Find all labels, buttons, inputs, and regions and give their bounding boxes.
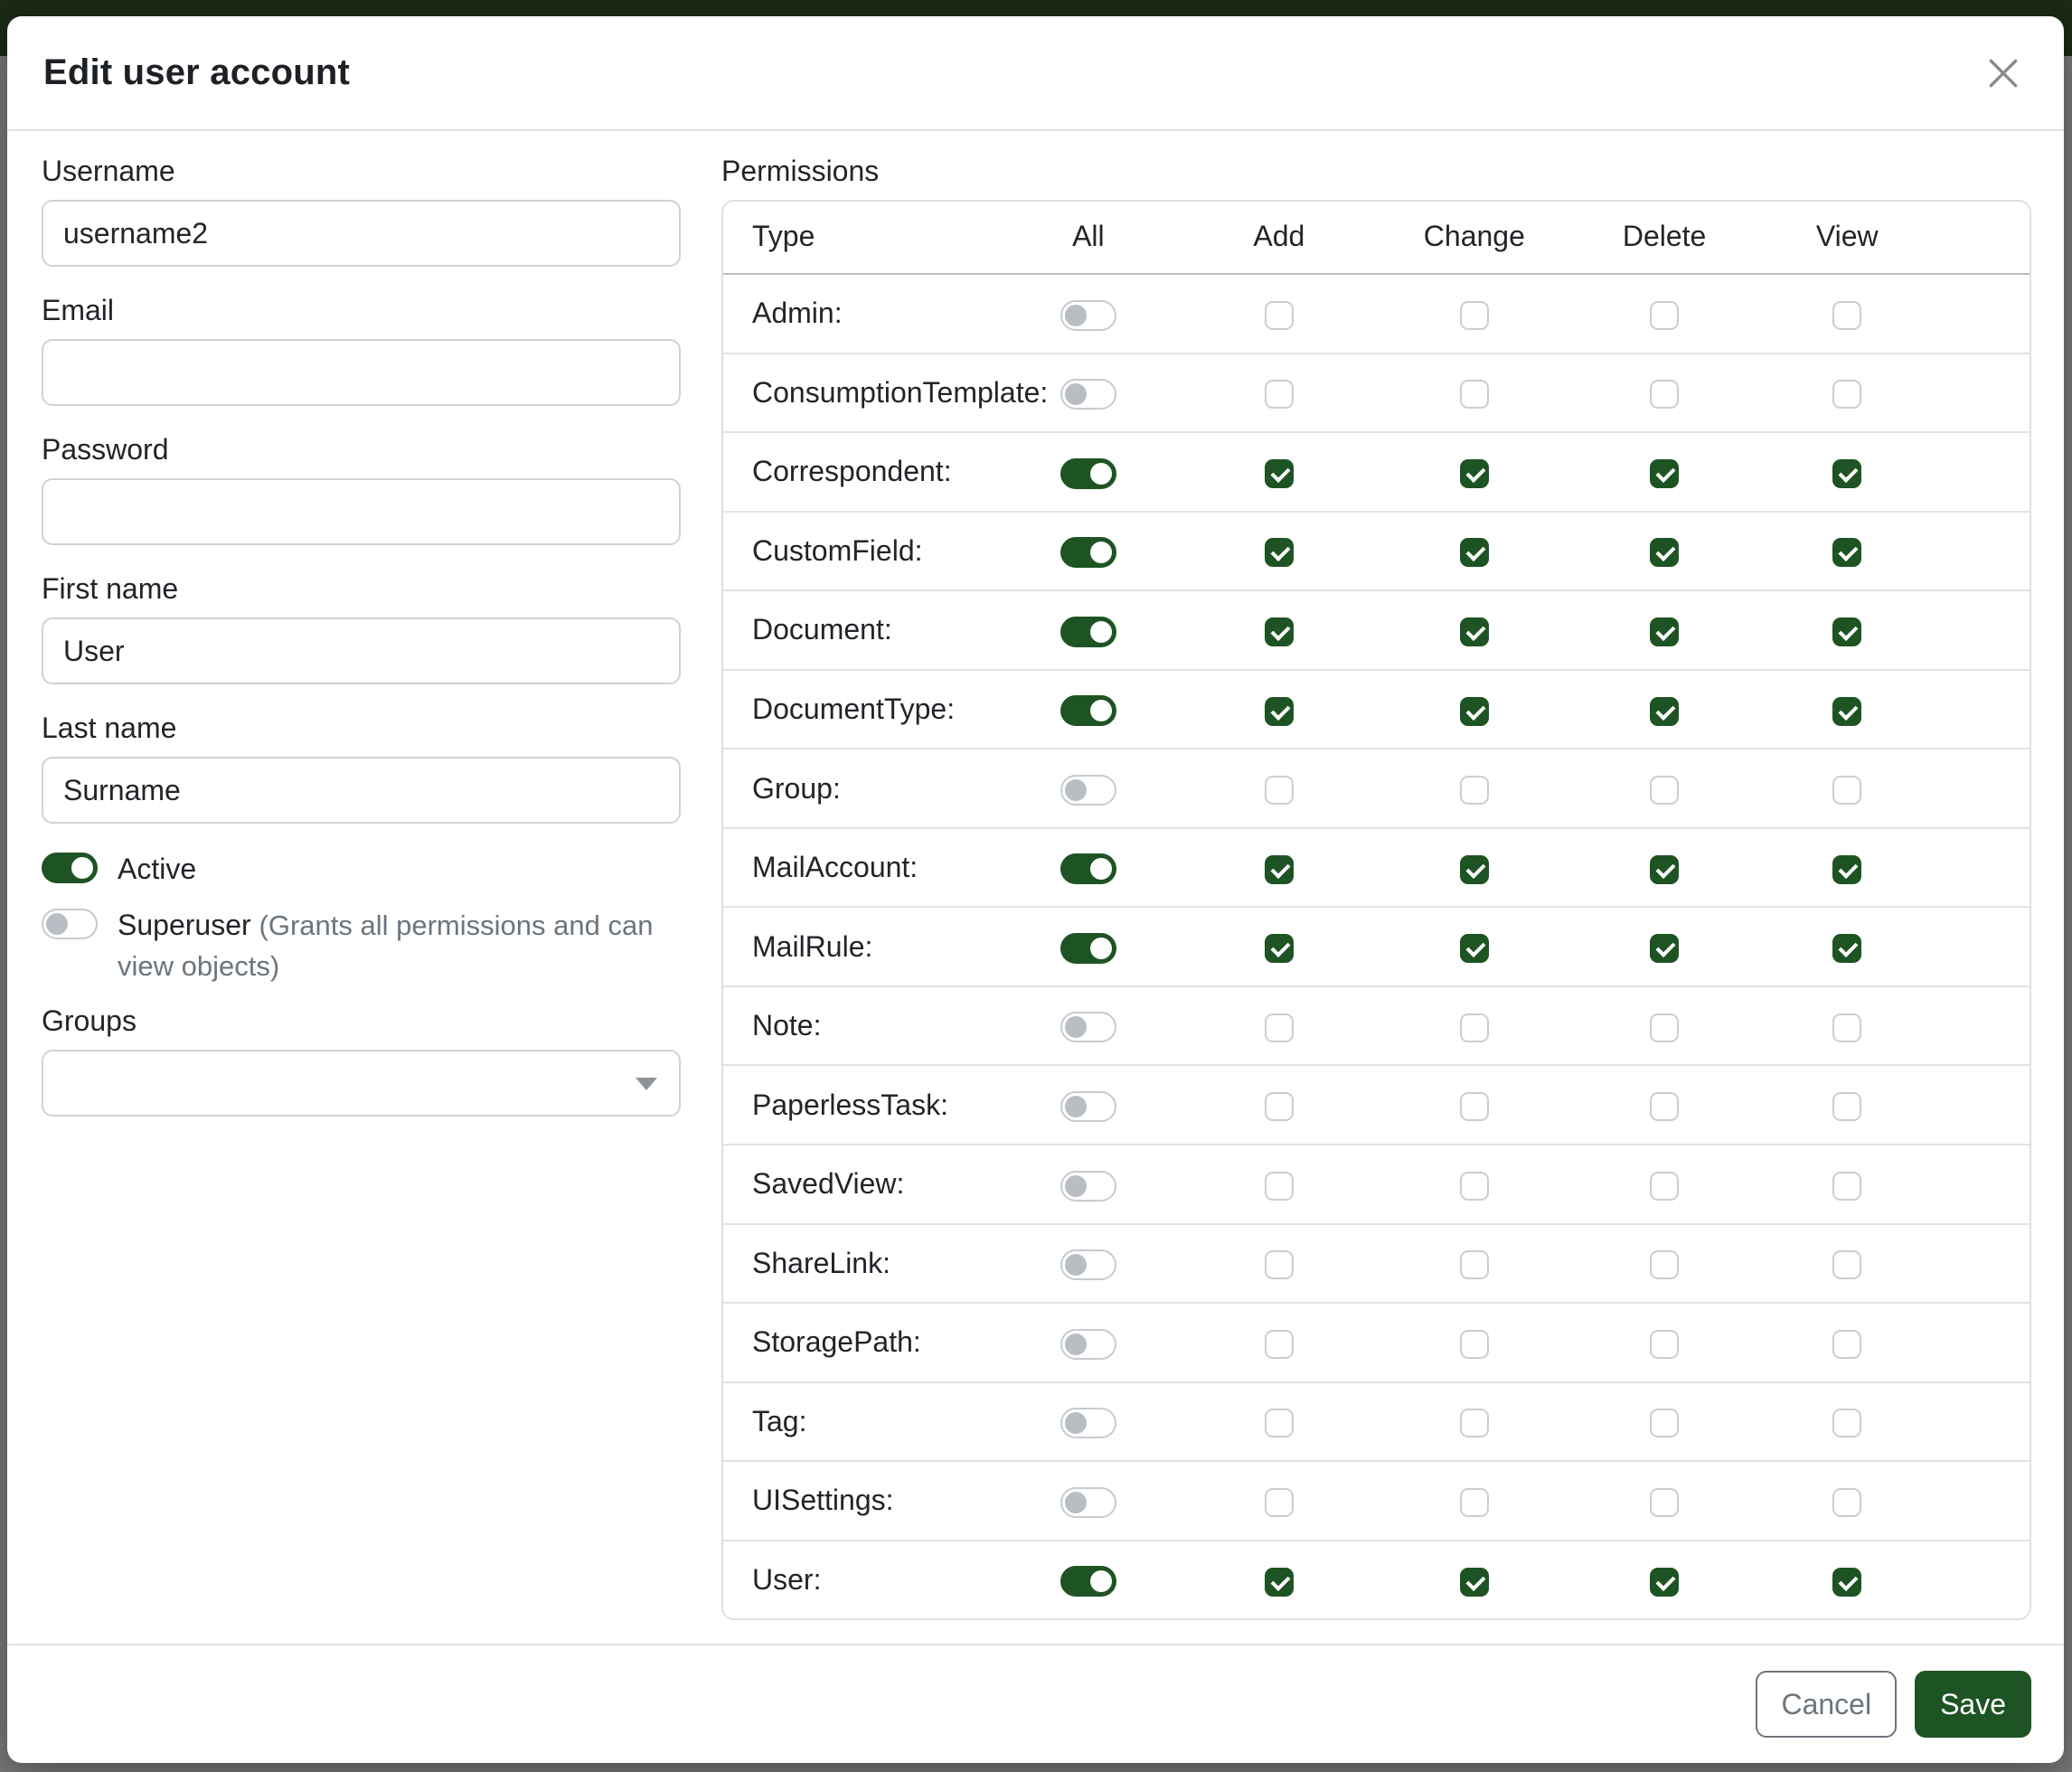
superuser-label: Superuser (118, 909, 251, 941)
permission-type-label: Tag: (752, 1404, 807, 1437)
permission-change-checkbox[interactable] (1460, 1013, 1489, 1042)
permission-delete-checkbox[interactable] (1650, 1409, 1679, 1437)
close-icon (1986, 56, 2020, 90)
permission-change-checkbox[interactable] (1460, 538, 1489, 567)
permissions-section (721, 153, 2031, 1644)
superuser-hint: (Grants all permissions and can view objects) (118, 910, 654, 982)
permission-row (723, 1065, 2030, 1145)
permission-add-checkbox[interactable] (1265, 301, 1294, 330)
permission-change-checkbox[interactable] (1460, 1172, 1489, 1201)
permission-all-toggle[interactable] (1060, 1091, 1116, 1122)
permission-add-checkbox[interactable] (1265, 538, 1294, 567)
chevron-down-icon (636, 1078, 657, 1090)
permission-view-checkbox[interactable] (1832, 1172, 1861, 1201)
permission-type-label: Group: (752, 771, 841, 805)
permission-type-label: Note: (752, 1009, 822, 1042)
active-toggle[interactable] (42, 853, 98, 883)
permission-all-toggle[interactable] (1060, 1408, 1116, 1438)
permission-row (723, 1541, 2030, 1619)
permission-delete-checkbox[interactable] (1650, 380, 1679, 409)
permission-row (723, 670, 2030, 749)
permission-type-label: SavedView: (752, 1167, 905, 1201)
first-name-field-group (42, 570, 681, 684)
permission-delete-checkbox[interactable] (1650, 1250, 1679, 1279)
col-header-type: Type (723, 202, 994, 274)
first-name-input[interactable] (42, 617, 681, 684)
permission-change-checkbox[interactable] (1460, 1409, 1489, 1437)
permission-all-toggle[interactable] (1060, 458, 1116, 489)
permission-view-checkbox[interactable] (1832, 1250, 1861, 1279)
permission-all-toggle[interactable] (1060, 695, 1116, 726)
cancel-button[interactable]: Cancel (1756, 1671, 1897, 1738)
permission-view-checkbox[interactable] (1832, 1488, 1861, 1517)
permission-view-checkbox[interactable] (1832, 1013, 1861, 1042)
groups-field-group (42, 1003, 681, 1117)
permission-row (723, 590, 2030, 670)
permissions-label: Permissions (721, 155, 880, 187)
permission-view-checkbox[interactable] (1832, 855, 1861, 884)
permission-add-checkbox[interactable] (1265, 1330, 1294, 1359)
permission-change-checkbox[interactable] (1460, 1250, 1489, 1279)
permission-change-checkbox[interactable] (1460, 934, 1489, 963)
permission-view-checkbox[interactable] (1832, 1330, 1861, 1359)
col-header-all: All (994, 202, 1183, 274)
permission-row (723, 1382, 2030, 1462)
permission-change-checkbox[interactable] (1460, 855, 1489, 884)
groups-label: Groups (42, 1004, 137, 1037)
col-header-add: Add (1183, 202, 1375, 274)
permission-add-checkbox[interactable] (1265, 855, 1294, 884)
password-label: Password (42, 433, 169, 466)
permission-row (723, 1461, 2030, 1541)
permission-view-checkbox[interactable] (1832, 776, 1861, 805)
permission-all-toggle[interactable] (1060, 933, 1116, 964)
username-input[interactable] (42, 200, 681, 267)
permission-delete-checkbox[interactable] (1650, 459, 1679, 488)
permission-all-toggle[interactable] (1060, 300, 1116, 331)
permission-change-checkbox[interactable] (1460, 776, 1489, 805)
active-toggle-row (42, 849, 681, 889)
permission-delete-checkbox[interactable] (1650, 301, 1679, 330)
permission-change-checkbox[interactable] (1460, 617, 1489, 646)
permission-add-checkbox[interactable] (1265, 776, 1294, 805)
permission-view-checkbox[interactable] (1832, 538, 1861, 567)
permission-type-label: StoragePath: (752, 1325, 921, 1359)
permission-change-checkbox[interactable] (1460, 301, 1489, 330)
permission-change-checkbox[interactable] (1460, 459, 1489, 488)
permission-all-toggle[interactable] (1060, 1249, 1116, 1280)
permission-type-label: Admin: (752, 297, 843, 330)
permission-change-checkbox[interactable] (1460, 1488, 1489, 1517)
permission-delete-checkbox[interactable] (1650, 617, 1679, 646)
permission-view-checkbox[interactable] (1832, 459, 1861, 488)
permission-type-label: ShareLink: (752, 1246, 890, 1279)
permission-view-checkbox[interactable] (1832, 1092, 1861, 1121)
permission-row (723, 749, 2030, 828)
permission-delete-checkbox[interactable] (1650, 1330, 1679, 1359)
permission-delete-checkbox[interactable] (1650, 1092, 1679, 1121)
permission-row (723, 1224, 2030, 1304)
last-name-field-group (42, 710, 681, 824)
permission-add-checkbox[interactable] (1265, 1172, 1294, 1201)
permissions-header-row (723, 202, 2030, 274)
save-button[interactable]: Save (1915, 1671, 2031, 1738)
permission-delete-checkbox[interactable] (1650, 1568, 1679, 1597)
permission-row (723, 907, 2030, 986)
permission-add-checkbox[interactable] (1265, 934, 1294, 963)
permission-row (723, 1145, 2030, 1224)
permission-all-toggle[interactable] (1060, 537, 1116, 568)
modal-body (7, 131, 2064, 1644)
permissions-table (721, 200, 2031, 1620)
superuser-toggle-row (42, 905, 681, 986)
email-field-group (42, 292, 681, 406)
permission-type-label: CustomField: (752, 533, 923, 567)
permission-add-checkbox[interactable] (1265, 617, 1294, 646)
permission-row (723, 512, 2030, 591)
permission-add-checkbox[interactable] (1265, 1568, 1294, 1597)
permission-row (723, 828, 2030, 908)
permission-type-label: PaperlessTask: (752, 1088, 948, 1121)
permission-type-label: MailRule: (752, 929, 873, 963)
permission-add-checkbox[interactable] (1265, 1250, 1294, 1279)
permission-add-checkbox[interactable] (1265, 1488, 1294, 1517)
permission-add-checkbox[interactable] (1265, 1092, 1294, 1121)
permission-type-label: User: (752, 1563, 822, 1597)
permission-delete-checkbox[interactable] (1650, 1172, 1679, 1201)
permission-row (723, 432, 2030, 512)
permission-all-toggle[interactable] (1060, 853, 1116, 884)
permission-row (723, 1303, 2030, 1382)
last-name-input[interactable] (42, 757, 681, 824)
permission-row (723, 986, 2030, 1066)
password-input[interactable] (42, 478, 681, 545)
permission-view-checkbox[interactable] (1832, 697, 1861, 726)
col-header-delete: Delete (1574, 202, 1756, 274)
password-field-group (42, 431, 681, 545)
permission-add-checkbox[interactable] (1265, 1409, 1294, 1437)
permission-type-label: MailAccount: (752, 851, 918, 884)
modal-footer (7, 1644, 2064, 1763)
permission-all-toggle[interactable] (1060, 1012, 1116, 1042)
groups-select[interactable] (42, 1050, 681, 1117)
permission-type-label: Correspondent: (752, 455, 952, 488)
permission-change-checkbox[interactable] (1460, 1330, 1489, 1359)
permission-view-checkbox[interactable] (1832, 301, 1861, 330)
permission-delete-checkbox[interactable] (1650, 855, 1679, 884)
permission-type-label: ConsumptionTemplate: (752, 375, 1049, 409)
permission-add-checkbox[interactable] (1265, 380, 1294, 409)
permission-all-toggle[interactable] (1060, 617, 1116, 647)
permission-all-toggle[interactable] (1060, 379, 1116, 410)
permission-all-toggle[interactable] (1060, 1329, 1116, 1360)
close-button[interactable] (1981, 51, 2026, 96)
permission-delete-checkbox[interactable] (1650, 776, 1679, 805)
permission-all-toggle[interactable] (1060, 1566, 1116, 1597)
active-label: Active (118, 853, 197, 885)
permission-change-checkbox[interactable] (1460, 1568, 1489, 1597)
permission-row (723, 274, 2030, 353)
permission-change-checkbox[interactable] (1460, 1092, 1489, 1121)
permission-delete-checkbox[interactable] (1650, 697, 1679, 726)
modal-header (7, 16, 2064, 131)
permission-view-checkbox[interactable] (1832, 934, 1861, 963)
username-field-group (42, 153, 681, 267)
permission-all-toggle[interactable] (1060, 775, 1116, 806)
permission-view-checkbox[interactable] (1832, 1568, 1861, 1597)
permission-change-checkbox[interactable] (1460, 380, 1489, 409)
permission-type-label: DocumentType: (752, 693, 956, 725)
permission-view-checkbox[interactable] (1832, 1409, 1861, 1437)
permission-type-label: UISettings: (752, 1484, 894, 1517)
edit-user-modal (7, 16, 2064, 1763)
col-header-view: View (1756, 202, 2030, 274)
permission-delete-checkbox[interactable] (1650, 1013, 1679, 1042)
permission-all-toggle[interactable] (1060, 1487, 1116, 1518)
first-name-label: First name (42, 572, 179, 605)
permission-row (723, 353, 2030, 433)
permission-delete-checkbox[interactable] (1650, 538, 1679, 567)
permission-delete-checkbox[interactable] (1650, 1488, 1679, 1517)
permission-delete-checkbox[interactable] (1650, 934, 1679, 963)
permission-all-toggle[interactable] (1060, 1171, 1116, 1202)
modal-title: Edit user account (43, 52, 351, 92)
username-label: Username (42, 155, 175, 187)
email-label: Email (42, 294, 115, 326)
last-name-label: Last name (42, 712, 177, 744)
permission-add-checkbox[interactable] (1265, 697, 1294, 726)
permission-type-label: Document: (752, 613, 892, 646)
user-form (42, 153, 681, 1644)
col-header-change: Change (1375, 202, 1574, 274)
permission-view-checkbox[interactable] (1832, 380, 1861, 409)
permission-add-checkbox[interactable] (1265, 1013, 1294, 1042)
permission-change-checkbox[interactable] (1460, 697, 1489, 726)
email-input[interactable] (42, 339, 681, 406)
superuser-toggle[interactable] (42, 909, 98, 939)
permission-add-checkbox[interactable] (1265, 459, 1294, 488)
permission-view-checkbox[interactable] (1832, 617, 1861, 646)
